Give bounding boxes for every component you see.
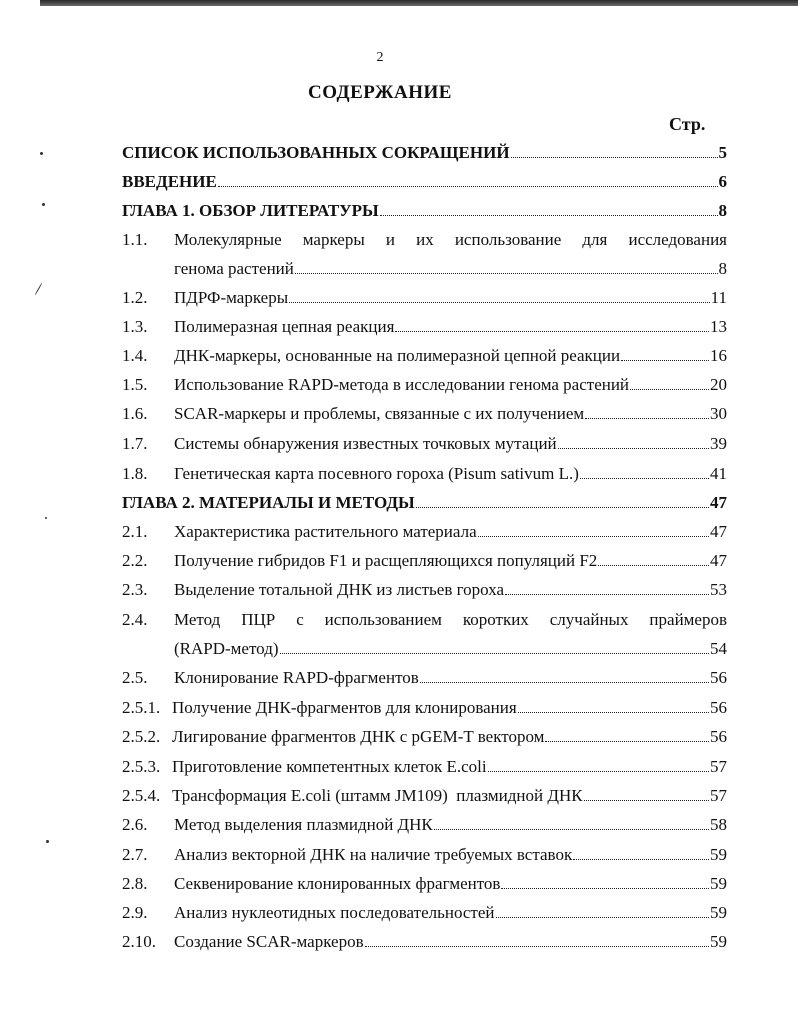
toc-title: SCAR-маркеры и проблемы, связанные с их получением (174, 404, 585, 423)
toc-leader (434, 829, 709, 830)
toc-title: ВВЕДЕНИЕ (122, 172, 217, 191)
scan-speck (45, 517, 47, 519)
page-number: 2 (376, 50, 384, 65)
toc-leader (380, 215, 718, 216)
toc-title-line2: (RAPD-метод) (174, 639, 279, 658)
toc-title: Использование RAPD-метода в исследовании генома растений (174, 375, 630, 394)
toc-page: 56 (710, 698, 727, 717)
toc-number: 2.5.4. (122, 786, 161, 805)
page-column-label: Стр. (669, 114, 706, 134)
toc-title: Приготовление компетентных клеток E.coli (172, 757, 487, 776)
toc-page: 47 (710, 522, 727, 541)
toc-title: Лигирование фрагментов ДНК с pGEM-T вектором (172, 727, 545, 746)
toc-title: ДНК-маркеры, основанные на полимеразной цепной реакции (174, 346, 621, 365)
toc-page: 59 (710, 903, 727, 922)
toc-title: Секвенирование клонированных фрагментов (174, 874, 501, 893)
toc-leader (545, 741, 709, 742)
toc-page: 59 (710, 932, 727, 951)
toc-page: 59 (710, 845, 727, 864)
toc-leader (505, 594, 709, 595)
toc-number: 2.5.3. (122, 757, 161, 776)
page-title: СОДЕРЖАНИЕ (308, 82, 452, 103)
toc-number: 1.6. (122, 404, 148, 423)
toc-title: Анализ нуклеотидных последовательностей (174, 903, 495, 922)
toc-leader (558, 448, 709, 449)
toc-title: ПДРФ-маркеры (174, 288, 289, 307)
toc-number: 2.7. (122, 845, 148, 864)
toc-number: 1.8. (122, 464, 148, 483)
toc-leader (416, 507, 709, 508)
toc-title: Получение ДНК-фрагментов для клонирования (172, 698, 517, 717)
toc-leader (496, 917, 709, 918)
toc-number: 2.8. (122, 874, 148, 893)
toc-title-line1: Метод ПЦР с использованием коротких случайных праймеров (174, 610, 727, 629)
toc-title: Трансформация E.coli (штамм JM109) плазмидной ДНК (172, 786, 583, 805)
toc-page: 41 (710, 464, 727, 483)
toc-title: Характеристика растительного материала (174, 522, 477, 541)
toc-title: Создание SCAR-маркеров (174, 932, 364, 951)
toc-leader (580, 478, 709, 479)
toc-title: Метод выделения плазмидной ДНК (174, 815, 433, 834)
toc-number: 2.3. (122, 580, 148, 599)
toc-page: 47 (710, 493, 727, 512)
toc-page: 13 (710, 317, 727, 336)
toc-leader (585, 418, 709, 419)
toc-leader (365, 946, 709, 947)
toc-leader (478, 536, 709, 537)
scan-top-border (40, 0, 798, 6)
toc-leader (573, 859, 709, 860)
toc-leader (584, 800, 709, 801)
toc-title: Выделение тотальной ДНК из листьев гороха (174, 580, 505, 599)
toc-number: 1.2. (122, 288, 148, 307)
toc-page: 30 (710, 404, 727, 423)
toc-leader (280, 653, 710, 654)
toc-number: 2.9. (122, 903, 148, 922)
toc-page: 58 (710, 815, 727, 834)
toc-page: 20 (710, 375, 727, 394)
toc-page: 6 (718, 172, 727, 191)
toc-page: 8 (718, 259, 727, 278)
scan-speck (46, 840, 49, 843)
toc-leader (518, 712, 709, 713)
toc-leader (488, 771, 709, 772)
toc-title: ГЛАВА 1. ОБЗОР ЛИТЕРАТУРЫ (122, 201, 379, 220)
toc-number: 1.1. (122, 230, 148, 249)
toc-number: 1.5. (122, 375, 148, 394)
toc-number: 2.1. (122, 522, 148, 541)
toc-page: 56 (710, 668, 727, 687)
scan-speck (42, 203, 45, 206)
toc-title: Получение гибридов F1 и расщепляющихся популяций F2 (174, 551, 598, 570)
toc-page: 5 (718, 143, 727, 162)
toc-title: Полимеразная цепная реакция (174, 317, 395, 336)
toc-number: 2.5. (122, 668, 148, 687)
toc-page: 54 (710, 639, 727, 658)
toc-page: 16 (710, 346, 727, 365)
toc-number: 2.6. (122, 815, 148, 834)
toc-page: 57 (710, 786, 727, 805)
toc-title: Генетическая карта посевного гороха (Pisum sativum L.) (174, 464, 579, 483)
toc-page: 59 (710, 874, 727, 893)
toc-number: 2.10. (122, 932, 156, 951)
toc-page: 57 (710, 757, 727, 776)
toc-page: 8 (718, 201, 727, 220)
toc-page: 11 (710, 288, 727, 307)
toc-leader (630, 389, 709, 390)
scan-speck (40, 152, 43, 155)
toc-title: ГЛАВА 2. МАТЕРИАЛЫ И МЕТОДЫ (122, 493, 415, 512)
toc-leader (395, 331, 709, 332)
toc-leader (511, 157, 718, 158)
toc-leader (598, 565, 709, 566)
toc-page: 56 (710, 727, 727, 746)
toc-title-line1: Молекулярные маркеры и их использование для исследования (174, 230, 727, 249)
toc-number: 1.4. (122, 346, 148, 365)
toc-number: 2.5.1. (122, 698, 161, 717)
toc-title: Системы обнаружения известных точковых мутаций (174, 434, 557, 453)
toc-page: 47 (710, 551, 727, 570)
toc-leader (289, 302, 710, 303)
toc-number: 1.3. (122, 317, 148, 336)
toc-title: Анализ векторной ДНК на наличие требуемых вставок (174, 845, 573, 864)
toc-leader (420, 682, 709, 683)
toc-page: 39 (710, 434, 727, 453)
toc-leader (295, 273, 718, 274)
toc-leader (218, 186, 718, 187)
toc-number: 2.4. (122, 610, 148, 629)
toc-leader (621, 360, 709, 361)
toc-title: СПИСОК ИСПОЛЬЗОВАННЫХ СОКРАЩЕНИЙ (122, 143, 510, 162)
toc-leader (501, 888, 709, 889)
toc-page: 53 (710, 580, 727, 599)
toc-number: 1.7. (122, 434, 148, 453)
toc-title-line2: генома растений (174, 259, 294, 278)
scan-speck (35, 283, 43, 296)
toc-number: 2.5.2. (122, 727, 161, 746)
toc-number: 2.2. (122, 551, 148, 570)
toc-title: Клонирование RAPD-фрагментов (174, 668, 419, 687)
